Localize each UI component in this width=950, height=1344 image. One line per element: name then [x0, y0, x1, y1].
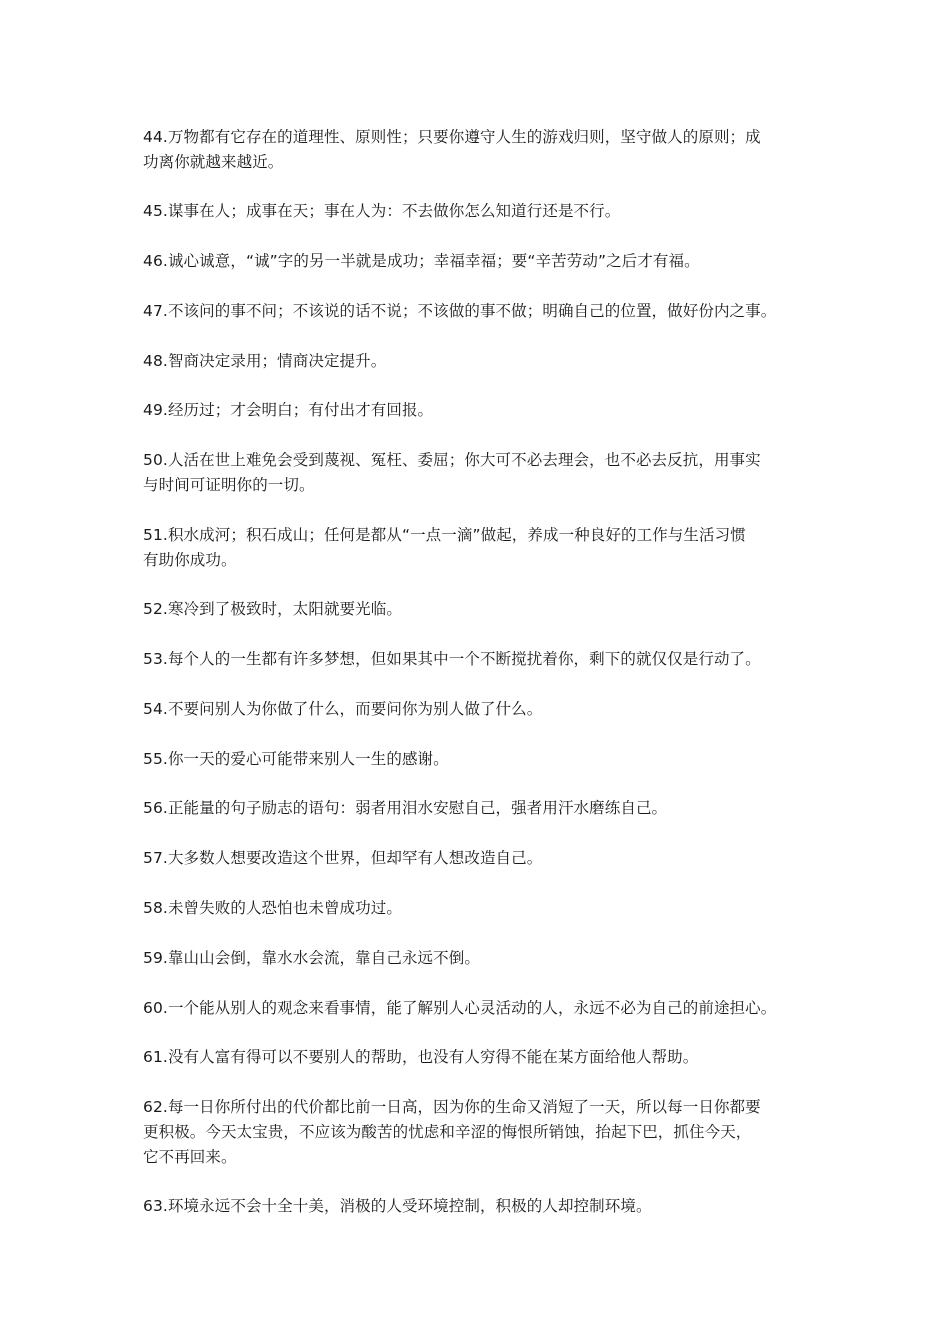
paragraph-54: 54.不要问别人为你做了什么，而要问你为别人做了什么。: [143, 700, 543, 718]
paragraph-46: 46.诚心诚意，“诚”字的另一半就是成功；幸福幸福；要“辛苦劳动”之后才有福。: [143, 252, 700, 270]
paragraph-51: 51.积水成河；积石成山；任何是都从“一点一滴”做起，养成一种良好的工作与生活习惯 有助你成功。: [143, 526, 746, 569]
paragraph-45: 45.谋事在人；成事在天；事在人为：不去做你怎么知道行还是不行。: [143, 202, 621, 220]
paragraph-50: 50.人活在世上难免会受到蔑视、冤枉、委屈；你大可不必去理会，也不必去反抗，用事实 与时间可证明你的一切。: [143, 451, 761, 494]
paragraph-53: 53.每个人的一生都有许多梦想，但如果其中一个不断搅扰着你，剩下的就仅仅是行动了。: [143, 650, 761, 668]
paragraph-48: 48.智商决定录用；情商决定提升。: [143, 352, 387, 370]
paragraph-47: 47.不该问的事不问；不该说的话不说；不该做的事不做；明确自己的位置，做好份内之事。: [143, 302, 777, 320]
paragraph-60: 60.一个能从别人的观念来看事情，能了解别人心灵活动的人，永远不必为自己的前途担心。: [143, 999, 777, 1017]
paragraph-57: 57.大多数人想要改造这个世界，但却罕有人想改造自己。: [143, 849, 543, 867]
paragraph-63: 63.环境永远不会十全十美，消极的人受环境控制，积极的人却控制环境。: [143, 1197, 652, 1215]
paragraph-62: 62.每一日你所付出的代价都比前一日高，因为你的生命又消短了一天，所以每一日你都要 更积极。今天太宝贵，不应该为酸苦的忧虑和辛涩的悔恨所销蚀，抬起下巴，抓住今天， 它不再回来。: [143, 1098, 761, 1166]
paragraph-49: 49.经历过；才会明白；有付出才有回报。: [143, 401, 434, 419]
paragraph-55: 55.你一天的爱心可能带来别人一生的感谢。: [143, 750, 449, 768]
paragraph-59: 59.靠山山会倒，靠水水会流，靠自己永远不倒。: [143, 949, 480, 967]
paragraph-61: 61.没有人富有得可以不要别人的帮助，也没有人穷得不能在某方面给他人帮助。: [143, 1048, 699, 1066]
paragraph-56: 56.正能量的句子励志的语句：弱者用泪水安慰自己，强者用汗水磨练自己。: [143, 799, 668, 817]
paragraph-58: 58.未曾失败的人恐怕也未曾成功过。: [143, 899, 402, 917]
paragraph-44: 44.万物都有它存在的道理性、原则性；只要你遵守人生的游戏归则，坚守做人的原则；成 功离你就越来越近。: [143, 128, 761, 171]
paragraph-52: 52.寒冷到了极致时，太阳就要光临。: [143, 600, 402, 618]
